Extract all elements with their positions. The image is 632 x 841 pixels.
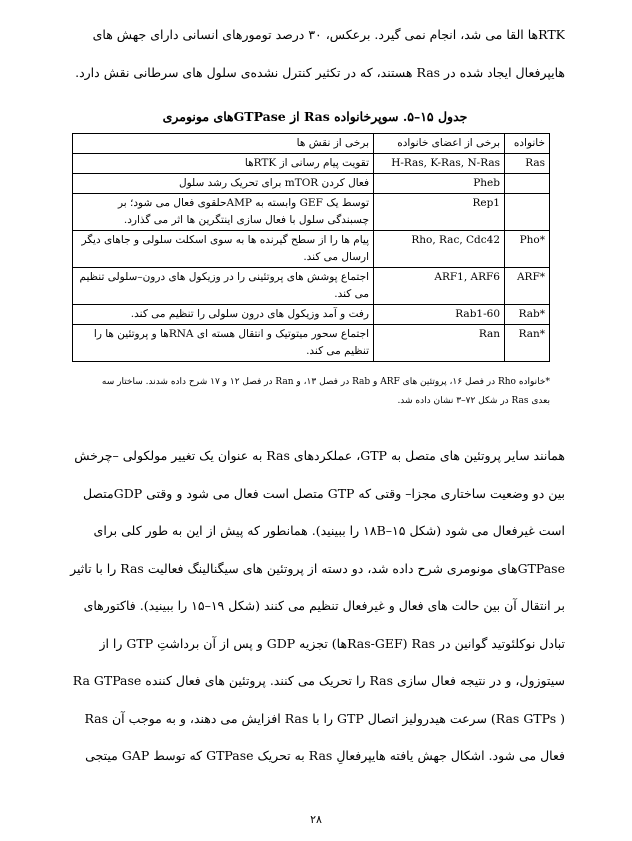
table-header-row — [73, 134, 550, 154]
text-line: بر انتقال آن بین حالت های فعال و غیرفعال تنظیم می کنند (شکل ۱۹–۱۵ را ببینید). فاکتورهای — [83, 598, 565, 613]
table-footnote: *خانواده Rho در فصل ۱۶، پروتئین های ARF و Rab در فصل ۱۳، و Ran در فصل ۱۲ و ۱۷ شرح داده شدند. ساختار سه بعدی Ras در شکل ۷۲–۳ نشان داده شد. — [101, 377, 550, 406]
text-line: ( Ras GTPs) سرعت هیدرولیز اتصال GTP را با Ras افزایش می دهند، و به موجب آن Ras — [84, 710, 565, 726]
cell-members: Rab1-60 — [374, 305, 505, 325]
page-number: ۲۸ — [310, 813, 322, 826]
cell-role: اجتماع سحور میتوتیک و انتقال هسته ای RNAها و پروتئین ها را تنظیم می کند. — [73, 325, 374, 362]
cell-members: Rep1 — [374, 194, 505, 231]
text-line: همانند سایر پروتئین های متصل به GTP، عملکردهای Ras به عنوان یک تغییر مولکولی –چرخش — [74, 448, 565, 463]
table-row — [73, 194, 550, 231]
cell-members: Rho, Rac, Cdc42 — [374, 231, 505, 268]
table-row — [73, 325, 550, 362]
text-line: تبادل نوکلئوتید گوانین در Ras (Ras-GEFها) تجزیه GDP و پس از آن برداشتِ GTP را از — [99, 635, 565, 651]
text-line: هایپرفعال ایجاد شده در Ras هستند، که در تکثیر کنترل نشده‌ی سلول های سرطانی نقش دارد. — [75, 64, 565, 80]
text-line: RTKها القا می شد، انجام نمی گیرد. برعکس، ۳۰ درصد تومورهای انسانی دارای جهش های — [92, 27, 565, 42]
cell-members: ARF1, ARF6 — [374, 268, 505, 305]
text-line: فعال می شود. اشکال جهش یافته هایپرفعالِ Ras به تحریک GTPase که توسط GAP میتجی — [85, 748, 565, 763]
header-members: برخی از اعضای خانواده — [374, 134, 505, 154]
cell-role: تقویت پیام رسانی از RTKها — [73, 154, 374, 174]
cell-members: Pheb — [374, 174, 505, 194]
cell-role: رفت و آمد وزیکول های درون سلولی را تنظیم می کند. — [73, 305, 374, 325]
top-paragraph — [53, 16, 565, 91]
table-row — [73, 154, 550, 174]
cell-family — [505, 194, 550, 231]
text-line: GTPaseهای مونومری شرح داده شد، دو دسته از پروتئین های سیگنالینگ فعالیت Ras را با تاثیر — [70, 560, 565, 576]
cell-family: Ras — [505, 154, 550, 174]
cell-role: پیام ها را از سطح گیرنده ها به سوی اسکلت سلولی و جاهای دیگر ارسال می کند. — [73, 231, 374, 268]
table-row — [73, 305, 550, 325]
table-row — [73, 174, 550, 194]
header-roles: برخی از نقش ها — [73, 134, 374, 154]
table-row — [73, 231, 550, 268]
text-line: است غیرفعال می شود (شکل ۱۸B–۱۵ را ببینید). همانطور که پیش از این به طور کلی برای — [93, 523, 565, 538]
cell-role: فعال کردن mTOR برای تحریک رشد سلول — [73, 174, 374, 194]
main-paragraph — [53, 437, 565, 775]
cell-family: Pho* — [505, 231, 550, 268]
cell-role: اجتماع پوشش های پروتئینی را در وزیکول های درون–سلولی تنظیم می کند. — [73, 268, 374, 305]
cell-family: Ran* — [505, 325, 550, 362]
table-caption: جدول ۱۵–۵. سوپرخانواده Ras از GTPaseهای مونومری — [162, 109, 468, 124]
cell-family: Rab* — [505, 305, 550, 325]
text-line: سیتوزول، و در نتیجه فعال سازی Ras را تحریک می کنند. پروتئین های فعال کننده Ra GTPase — [72, 673, 565, 688]
table-row — [73, 268, 550, 305]
cell-members: H-Ras, K-Ras, N-Ras — [374, 154, 505, 174]
cell-family — [505, 174, 550, 194]
header-family: خانواده — [505, 134, 550, 154]
text-line: بین دو وضعیت ساختاری مجزا– وقتی که GTP متصل است فعال می شود و وقتی GDPمتصل — [82, 485, 565, 501]
gtpase-table — [72, 133, 550, 362]
cell-role: توسط یک GEF وابسته به AMPحلقوی فعال می شود؛ بر چسبندگی سلول با فعال سازی اینتگرین ها اثر می گذارد. — [73, 194, 374, 231]
cell-members: Ran — [374, 325, 505, 362]
cell-family: ARF* — [505, 268, 550, 305]
